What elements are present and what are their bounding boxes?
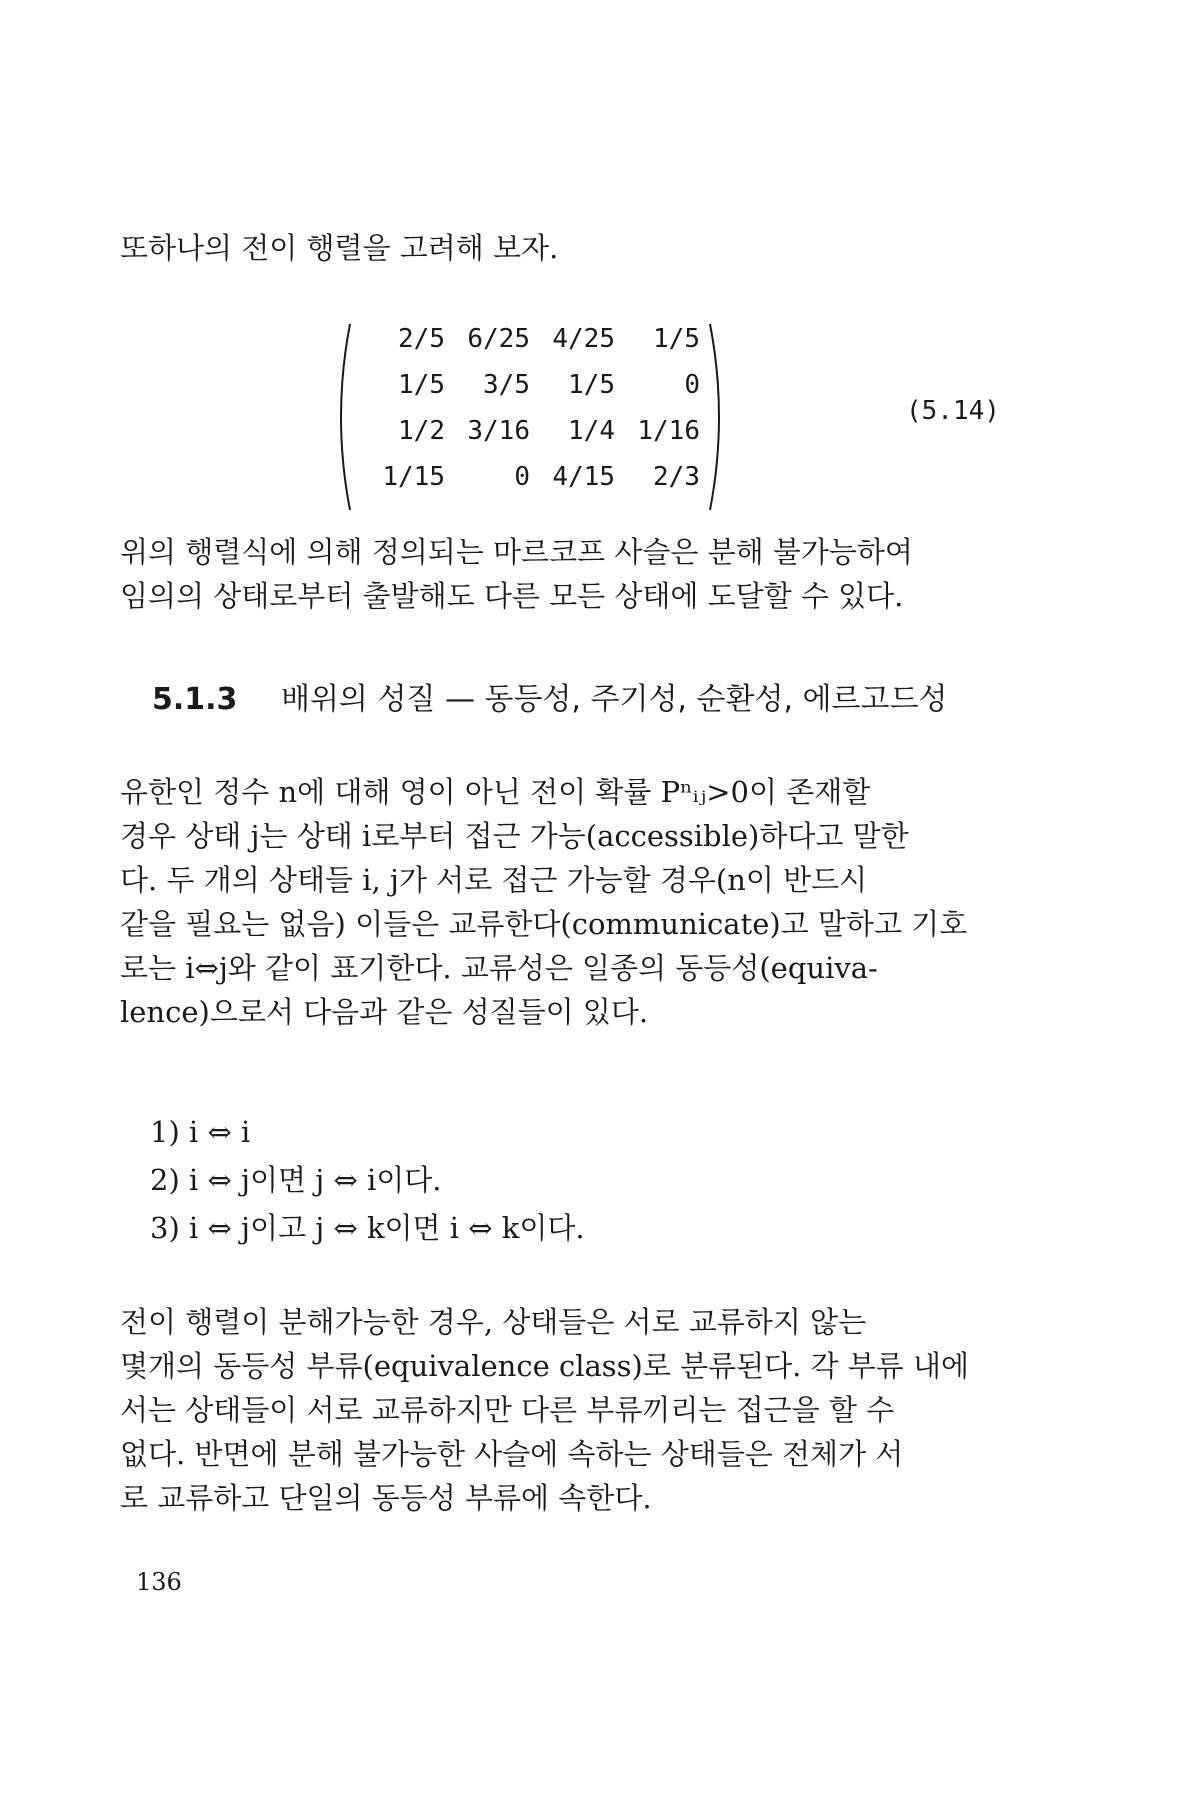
- transition-matrix: [330, 322, 730, 512]
- text-line: lence)으로서 다음과 같은 성질들이 있다.: [120, 995, 649, 1029]
- text-line: 같을 필요는 없음) 이들은 교류한다(communicate)고 말하고 기호: [120, 907, 968, 941]
- matrix-row: [360, 462, 700, 506]
- matrix-cell: 0: [514, 462, 530, 492]
- text-line: 없다. 반면에 분해 불가능한 사슬에 속하는 상태들은 전체가 서: [120, 1437, 904, 1471]
- list-item: 2) i ⇔ j이면 j ⇔ i이다.: [150, 1163, 442, 1197]
- list-item: 3) i ⇔ j이고 j ⇔ k이면 i ⇔ k이다.: [150, 1211, 585, 1245]
- matrix-row: [360, 370, 700, 414]
- text-line: 전이 행렬이 분해가능한 경우, 상태들은 서로 교류하지 않는: [120, 1305, 867, 1339]
- matrix-cell: 3/5: [483, 370, 530, 400]
- matrix-cell: 1/2: [398, 416, 445, 446]
- text-line: 임의의 상태로부터 출발해도 다른 모든 상태에 도달할 수 있다.: [120, 579, 904, 613]
- text-line: 몇개의 동등성 부류(equivalence class)로 분류된다. 각 부류 내에: [120, 1349, 970, 1383]
- left-paren-icon: [330, 322, 354, 512]
- list-item: 1) i ⇔ i: [150, 1115, 251, 1149]
- matrix-row: [360, 324, 700, 368]
- paragraph-irreducible: [120, 530, 1010, 618]
- section-heading: [152, 674, 947, 718]
- page-number: 136: [136, 1568, 182, 1596]
- section-title: 배위의 성질 — 동등성, 주기성, 순환성, 에르고드성: [280, 682, 948, 717]
- matrix-cell: 1/4: [568, 416, 615, 446]
- text-line: 로 교류하고 단일의 동등성 부류에 속한다.: [120, 1481, 652, 1515]
- text-line: 유한인 정수 n에 대해 영이 아닌 전이 확률 Pⁿᵢⱼ>0이 존재할: [120, 775, 871, 809]
- matrix-cell: 4/25: [552, 324, 615, 354]
- matrix-cell: 2/3: [653, 462, 700, 492]
- paragraph-communicate: [120, 770, 1010, 1034]
- text-line: 서는 상태들이 서로 교류하지만 다른 부류끼리는 접근을 할 수: [120, 1393, 895, 1427]
- matrix-cell: 1/15: [382, 462, 445, 492]
- matrix-cell: 1/5: [653, 324, 700, 354]
- matrix-cell: 2/5: [398, 324, 445, 354]
- matrix-cell: 1/16: [637, 416, 700, 446]
- matrix-cell: 0: [684, 370, 700, 400]
- paragraph-equivalence-class: [120, 1300, 1010, 1520]
- text-line: 다. 두 개의 상태들 i, j가 서로 접근 가능할 경우(n이 반드시: [120, 863, 868, 897]
- equation-number: (5.14): [906, 396, 1000, 426]
- text-line: 로는 i⇔j와 같이 표기한다. 교류성은 일종의 동등성(equiva-: [120, 951, 878, 985]
- matrix-cell: 6/25: [467, 324, 530, 354]
- right-paren-icon: [706, 322, 730, 512]
- text-line: 경우 상태 j는 상태 i로부터 접근 가능(accessible)하다고 말한: [120, 819, 909, 853]
- text-line: 위의 행렬식에 의해 정의되는 마르코프 사슬은 분해 불가능하여: [120, 535, 913, 569]
- property-list: [150, 1108, 585, 1252]
- matrix-cell: 1/5: [398, 370, 445, 400]
- matrix-cell: 3/16: [467, 416, 530, 446]
- intro-sentence: 또하나의 전이 행렬을 고려해 보자.: [120, 231, 559, 265]
- matrix-cell: 4/15: [552, 462, 615, 492]
- matrix-row: [360, 416, 700, 460]
- section-number: 5.1.3: [152, 682, 238, 717]
- matrix-cell: 1/5: [568, 370, 615, 400]
